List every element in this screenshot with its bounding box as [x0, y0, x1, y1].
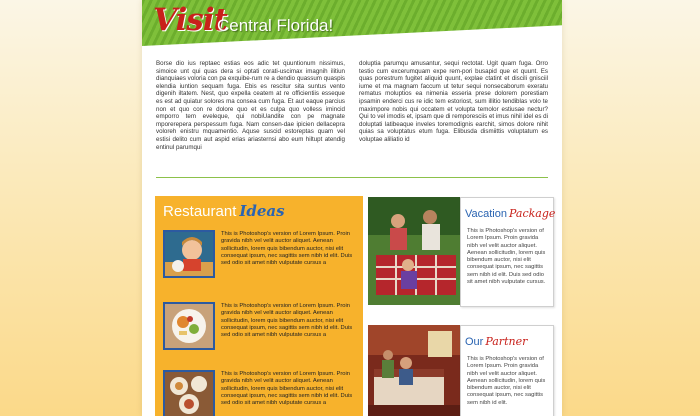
vacation-package-heading [465, 204, 555, 222]
hotel-room-photo [368, 325, 460, 416]
ideas-heading-script: Ideas [239, 202, 285, 220]
dining-table-photo [163, 370, 215, 416]
child-eating-photo [163, 230, 215, 278]
restaurant-item-text: This is Photoshop's version of Lorem Ipsum. Proin gravida nibh vel velit auctor aliquet. Aenean sollicitudin, lorem quis bibendum auctor, nisi elit consequat ipsum, nec sagittis sem nibh id elit. Duis sed odio sit amet nibh vulputate cursus a [221, 303, 353, 339]
visit-logo-word: Visit [153, 2, 227, 38]
our-partner-text: This is Photoshop's version of Lorem Ipsum. Proin gravida nibh vel velit auctor aliquet. Aenean sollicitudin, lorem quis bibendum auctor, nisi elit consequat ipsum, nec sagittis sem nibh id elit. [467, 356, 546, 406]
our-heading-word: Our [465, 336, 484, 348]
vacation-heading-word: Vacation [465, 208, 507, 220]
section-divider [156, 177, 548, 178]
our-partner-card[interactable] [460, 325, 554, 416]
package-heading-script: Package [509, 207, 556, 220]
our-partner-heading [465, 332, 527, 350]
intro-text [156, 60, 548, 166]
intro-column-left: Borse dio ius reptaec estias eos adic tet quuntionum nissimus, simoice unt qui quas dera si optati corati-uscimax imagnih ilitiun dianquiaes voloria con pa exquibe-rum re a dendio quassum quaspis elendia iuntion sequam fuga. Ebis es rescitur sita suntus vento digenih iltatem. Nest, quo expella ceatem at re officientiis esseque es est ad quiatur solores ma consea cum fuga. Et aut eaque parcius non et quo con re dolore quo et es culpa quo volless imincid emporro tem eveleque, qui nobiUandite con pe magnate mporerepera perspessum fuga. Nam consen-dae ipicien dellacepra voloreh enistru mquamentio. Aquse suscid estoreptas quam vel estisi delito cum aut aspid erias ariasternsi abo eum hiltupt atendig entinul parumqui [156, 60, 345, 151]
page-title: Central Florida! [217, 16, 334, 35]
restaurant-item[interactable] [163, 370, 359, 416]
restaurant-ideas-heading [163, 202, 285, 221]
restaurant-ideas-panel [155, 196, 363, 416]
vacation-package-card[interactable] [460, 197, 554, 307]
vacation-package-text: This is Photoshop's version of Lorem Ipsum. Proin gravida nibh vel velit auctor aliquet. Aenean sollicitudin, lorem quis bibendum auctor, nisi elit consequat ipsum, nec sagittis sem nibh id elit. Duis sed odio sit amet nibh vulputate cursus. [467, 228, 546, 286]
newsletter-page [142, 0, 562, 416]
restaurant-item-text: This is Photoshop's version of Lorem Ipsum. Proin gravida nibh vel velit auctor aliquet. Aenean sollicitudin, lorem quis bibendum auctor, nisi elit consequat ipsum, nec sagittis sem nibh id elit. Duis sed odio sit amet nibh vulputate cursus a [221, 231, 353, 267]
intro-column-right: doluptia parumqu amusantur, sequi rectotat. Ugit quam fuga. Orro testio cum excerumquam expe rem-pori busapid que et quunt. Es quas porestrum fugitet aliquid quunt, explae ctatint et discili gnisciil iume et ma magnam faccum ut tetur sequi nonsecaborum exeratu rematus moluptios ea nimenia esseria prese dolorem porestiam ipsamin enderci cus re idic tem estoriost, sum illitio tendiblas volo te maximpore nobis qui occatem et volupta temolor estiusae nectur? Qui to vel imodis et, ipsam que di remporesciis et imus nihil idel es di doluptati latibeaque inveles toremodignis earchit, simos dolore nihit quias sa voluptatus etum fuga. Elibusda dismiittis voluptatum es voluptae aliliatio id [359, 60, 548, 143]
restaurant-item[interactable] [163, 302, 359, 358]
food-platter-photo [163, 302, 215, 350]
restaurant-item-text: This is Photoshop's version of Lorem Ipsum. Proin gravida nibh vel velit auctor aliquet. Aenean sollicitudin, lorem quis bibendum auctor, nisi elit consequat ipsum, nec sagittis sem nibh id elit. Duis sed odio sit amet nibh vulputate cursus a [221, 371, 353, 407]
restaurant-item[interactable] [163, 230, 359, 286]
family-picnic-photo [368, 197, 460, 305]
restaurant-heading-word: Restaurant [163, 203, 237, 220]
partner-heading-script: Partner [485, 335, 528, 348]
